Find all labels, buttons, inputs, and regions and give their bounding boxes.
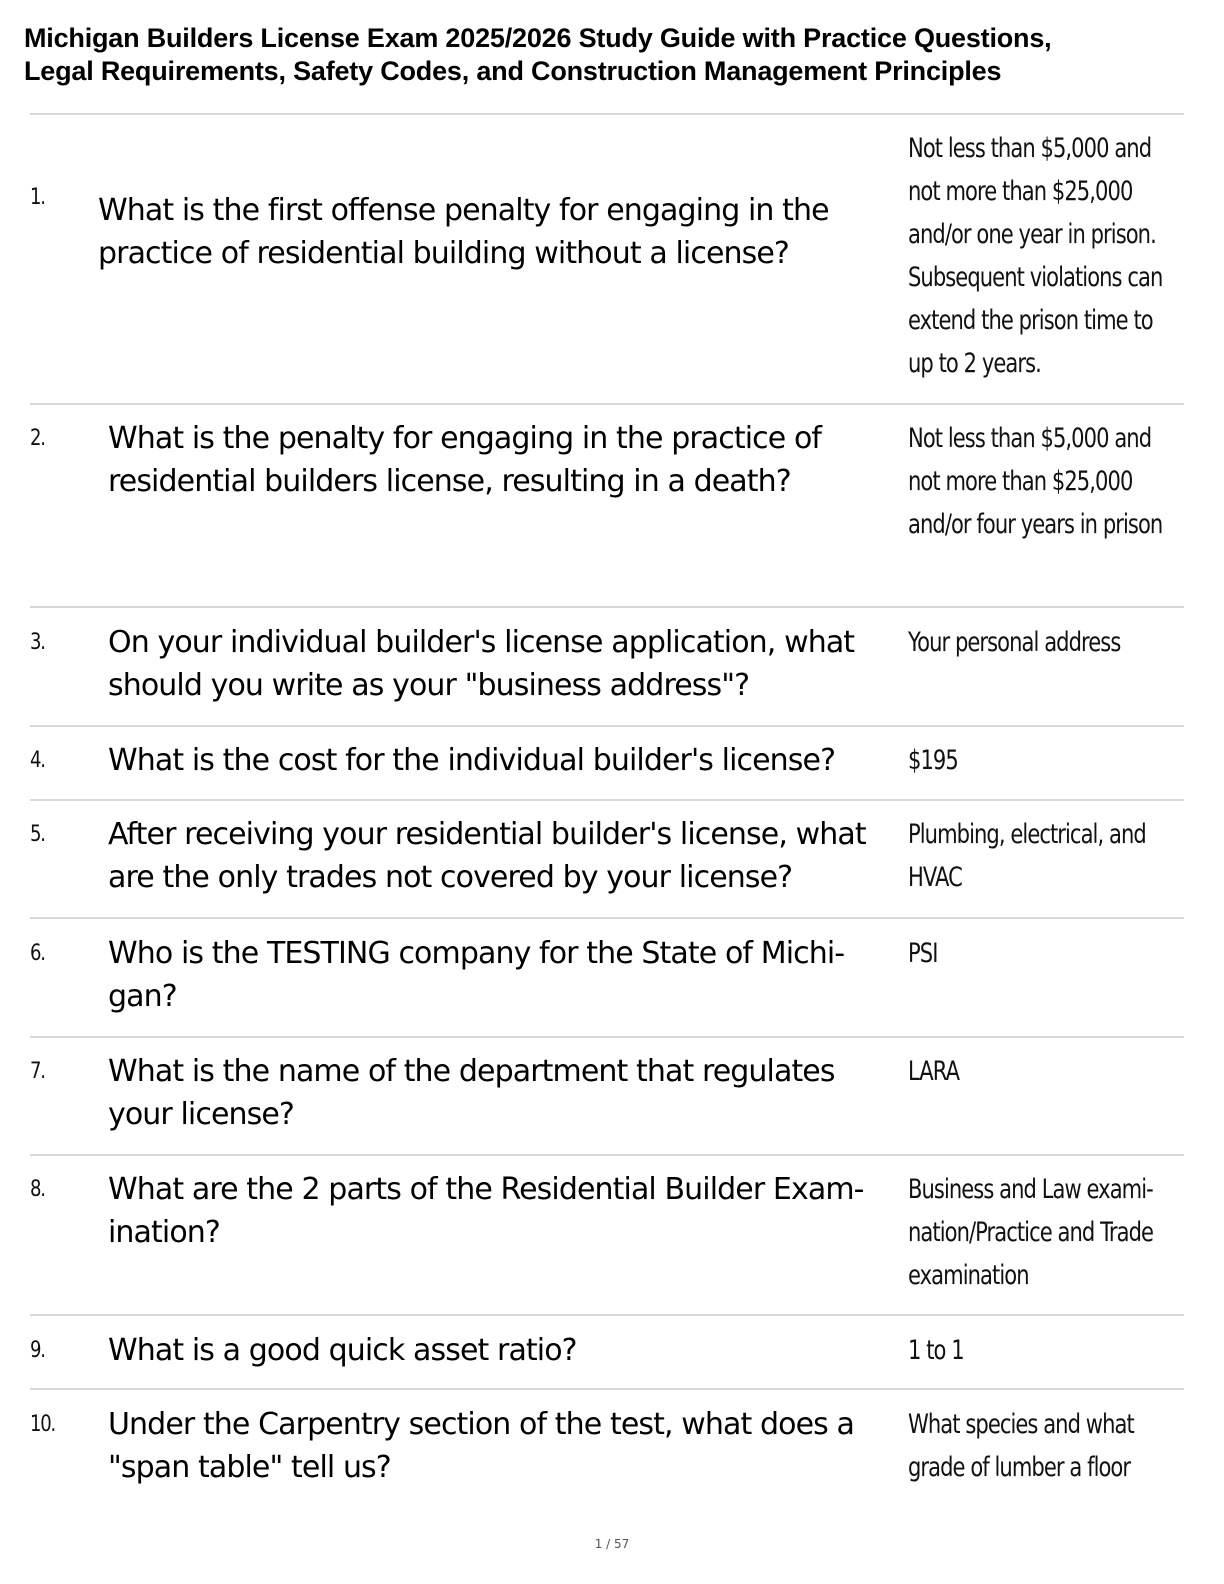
divider [30,1036,1184,1038]
answer-text: What species and what grade of lumber a floor [908,1409,1134,1483]
question-text: What is the penalty for engaging in the practice of residential builders license, resulting in a death? [108,421,822,499]
divider [30,1388,1184,1390]
question-text: On your individual builder's license application, what should you write as your "business address"? [108,625,855,703]
divider [30,1154,1184,1156]
divider [30,799,1184,801]
question-number: 2. [30,426,45,451]
question-number: 6. [30,941,45,966]
document-title [24,22,1204,88]
divider [30,403,1184,405]
divider [30,917,1184,919]
question-text: After receiving your residential builder's license, what are the only trades not covered by your license? [108,817,866,895]
question-text: What are the 2 parts of the Residential Builder Exam-ination? [108,1172,864,1250]
answer-text: Not less than $5,000 and not more than $25,000 and/or one year in prison. Subsequent violations can extend the prison time to up to 2 years. [908,133,1163,379]
document-title-line-1: Michigan Builders License Exam 2025/2026 Study Guide with Practice Questions, [24,23,1052,53]
question-text: What is the cost for the individual builder's license? [108,743,836,778]
answer-text: Your personal address [908,627,1121,658]
document-title-line-2: Legal Requirements, Safety Codes, and Construction Management Principles [24,56,1002,86]
question-number: 7. [30,1059,45,1084]
question-text: Under the Carpentry section of the test, what does a "span table" tell us? [108,1407,855,1485]
answer-text: $195 [908,745,958,776]
divider [30,113,1184,115]
answer-text: Not less than $5,000 and not more than $25,000 and/or four years in prison [908,423,1163,540]
divider [30,606,1184,608]
question-number: 9. [30,1338,45,1363]
question-number: 4. [30,748,45,773]
answer-text: PSI [908,938,938,969]
question-number: 5. [30,822,45,847]
answer-text: Business and Law exami-nation/Practice and Trade examination [908,1174,1154,1291]
page-indicator: 1 / 57 [594,1537,630,1551]
question-number: 3. [30,630,45,655]
answer-text: 1 to 1 [908,1335,964,1366]
answer-text: Plumbing, electrical, and HVAC [908,819,1146,893]
divider [30,725,1184,727]
answer-text: LARA [908,1056,960,1087]
question-text: Who is the TESTING company for the State of Michi-gan? [108,936,845,1014]
question-text: What is the first offense penalty for engaging in the practice of residential building without a license? [98,193,829,271]
question-text: What is a good quick asset ratio? [108,1333,577,1368]
question-number: 1. [30,185,45,210]
question-number: 8. [30,1177,45,1202]
question-number: 10. [30,1412,56,1437]
question-text: What is the name of the department that regulates your license? [108,1054,835,1132]
divider [30,1314,1184,1316]
